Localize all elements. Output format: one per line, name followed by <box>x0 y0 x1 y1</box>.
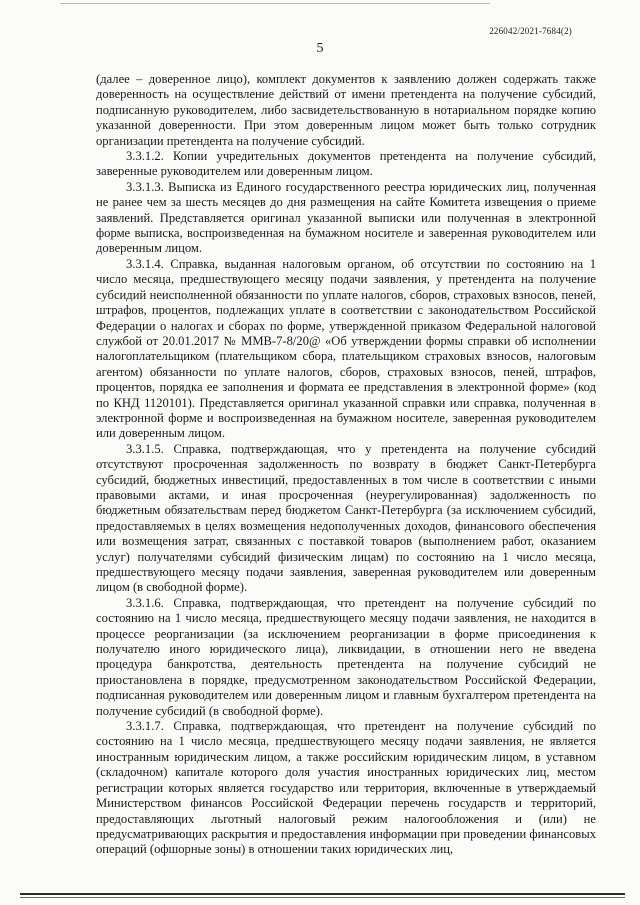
paragraph-3-3-1-4: 3.3.1.4. Справка, выданная налоговым органом, об отсутствии по состоянию на 1 число месяца, предшествующего месяцу подачи заявления, у претендента на получение субсидий неисполненной обязанности по уплате налогов, сборов, страховых взносов, пеней, штрафов, процентов, подлежащих уплате в соответствии с законодательством Российской Федерации о налогах и сборах по форме, утвержденной приказом Федеральной налоговой службой от 20.01.2017 № ММВ-7-8/20@ «Об утверждении формы справки об исполнении налогоплательщиком (плательщиком сбора, плательщиком страховых взносов, налоговым агентом) обязанности по уплате налогов, сборов, страховых взносов, пеней, штрафов, процентов, порядка ее заполнения и формата ее представления в электронной форме» (код по КНД 1120101). Представляется оригинал указанной справки или справка, полученная в электронной форме и воспроизведенная на бумажном носителе, заверенная руководителем или доверенным лицом. <box>96 256 596 441</box>
document-body <box>96 72 596 858</box>
scan-bottom-edge-line <box>20 893 625 895</box>
paragraph-3-3-1-5: 3.3.1.5. Справка, подтверждающая, что у претендента на получение субсидий отсутствуют просроченная задолженность по возврату в бюджет Санкт-Петербурга субсидий, бюджетных инвестиций, предоставленных в том числе в соответствии с иными правовыми актами, и иная просроченная (неурегулированная) задолженность по бюджетным обязательствам перед бюджетом Санкт-Петербурга (за исключением субсидий, предоставляемых в целях возмещения недополученных доходов, финансового обеспечения или возмещения затрат, связанных с поставкой товаров (выполнением работ, оказанием услуг) получателями субсидий физическим лицам) по состоянию на 1 число месяца, предшествующего месяцу подачи заявления, заверенная руководителем или доверенным лицом (в свободной форме). <box>96 441 596 595</box>
page-number: 5 <box>316 41 324 56</box>
paragraph-3-3-1-3: 3.3.1.3. Выписка из Единого государственного реестра юридических лиц, полученная не ранее чем за шесть месяцев до дня размещения на сайте Комитета извещения о приеме заявлений. Представляется оригинал указанной выписки или полученная в электронной форме выписка, воспроизведенная на бумажном носителе и заверенная руководителем или доверенным лицом. <box>96 179 596 256</box>
paragraph-continuation: (далее – доверенное лицо), комплект документов к заявлению должен содержать также доверенность на осуществление действий от имени претендента на получение субсидий, подписанную руководителем, либо засвидетельствованную в нотариальном порядке копию указанной доверенности. При этом доверенным лицом может быть только сотрудник организации претендента на получение субсидий. <box>96 72 596 148</box>
paragraph-3-3-1-7: 3.3.1.7. Справка, подтверждающая, что претендент на получение субсидий по состоянию на 1 число месяца, предшествующего месяцу подачи заявления, не является иностранным юридическим лицом, а также российским юридическим лицом, в уставном (складочном) капитале которого доля участия иностранных юридических лиц, местом регистрации которых является государство или территория, включенные в утверждаемый Министерством финансов Российской Федерации перечень государств и территорий, предоставляющих льготный налоговый режим налогообложения и (или) не предусматривающих раскрытия и предоставления информации при проведении финансовых операций (офшорные зоны) в отношении таких юридических лиц, <box>96 719 596 857</box>
document-id: 226042/2021-7684(2) <box>489 26 572 36</box>
scan-bottom-edge-line-secondary <box>20 897 625 898</box>
scan-top-edge-line <box>60 3 490 4</box>
paragraph-3-3-1-2: 3.3.1.2. Копии учредительных документов претендента на получение субсидий, заверенные руководителем или доверенным лицом. <box>96 149 596 179</box>
paragraph-3-3-1-6: 3.3.1.6. Справка, подтверждающая, что претендент на получение субсидий по состоянию на 1 число месяца, предшествующего месяцу подачи заявления, не находится в процессе реорганизации (за исключением реорганизации в форме присоединения к получателю иного юридического лица), ликвидации, в отношении него не введена процедура банкротства, деятельность претендента на получение субсидий не приостановлена в порядке, предусмотренном законодательством Российской Федерации, подписанная руководителем или доверенным лицом и главным бухгалтером претендента на получение субсидий (в свободной форме). <box>96 595 596 718</box>
